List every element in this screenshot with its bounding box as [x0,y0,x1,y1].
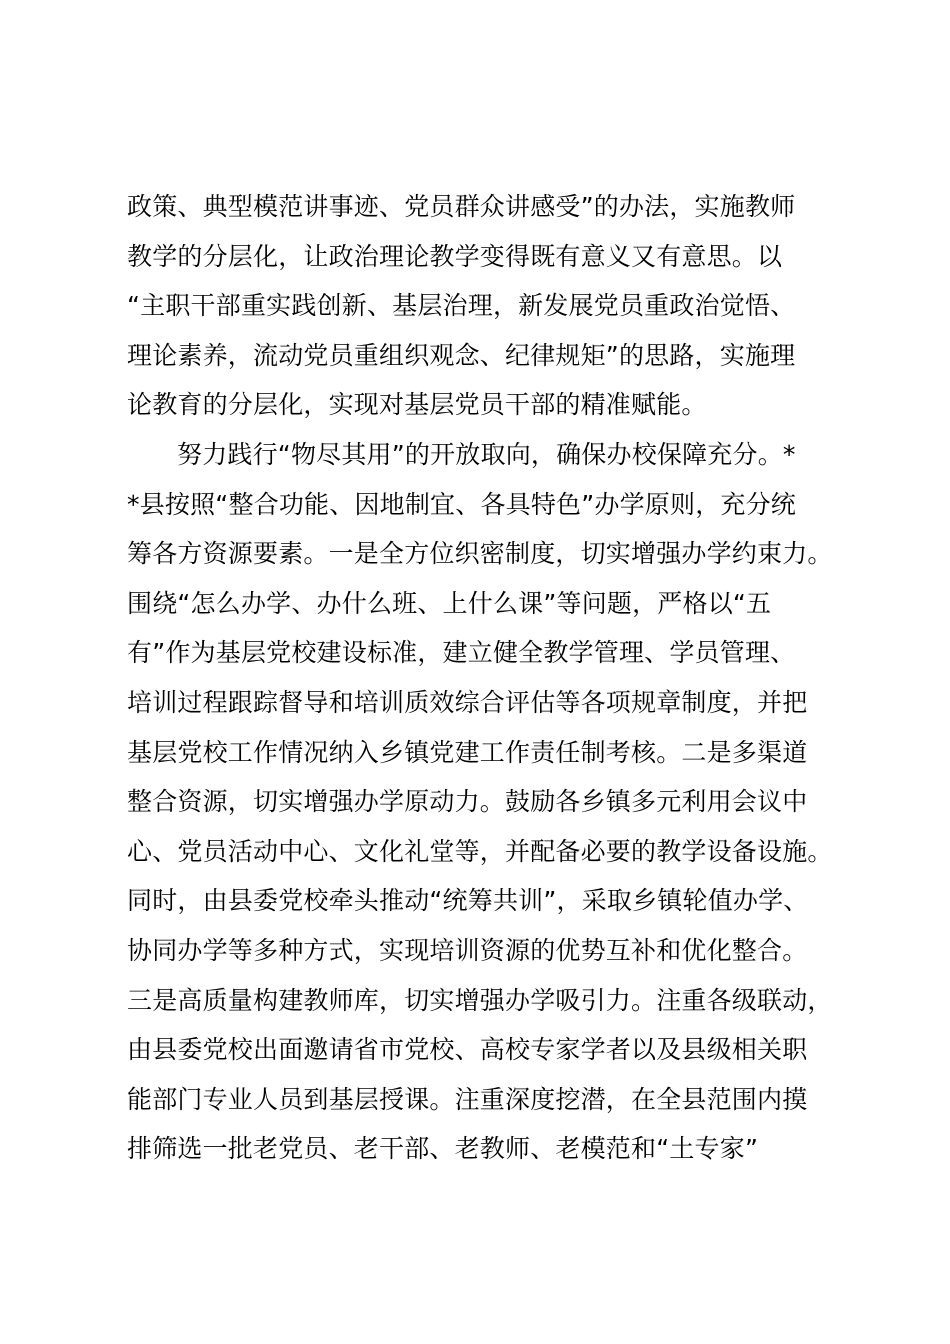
text-line: 三是高质量构建教师库，切实增强办学吸引力。注重各级联动， [127,985,833,1015]
text-line: 有”作为基层党校建设标准，建立健全教学管理、学员管理、 [127,638,796,668]
text-line: 培训过程跟踪督导和培训质效综合评估等各项规章制度，并把 [127,687,808,717]
text-line: 论教育的分层化，实现对基层党员干部的精准赋能。 [127,390,707,420]
text-line: 排筛选一批老党员、老干部、老教师、老模范和“土专家” [127,1134,759,1164]
text-line: 筹各方资源要素。一是全方位织密制度，切实增强办学约束力。 [127,539,833,569]
text-line: 基层党校工作情况纳入乡镇党建工作责任制考核。二是多渠道 [127,737,808,767]
body-text [127,182,847,1174]
text-line: 教学的分层化，让政治理论教学变得既有意义又有意思。以 [127,241,783,271]
text-line: 整合资源，切实增强办学原动力。鼓励各乡镇多元利用会议中 [127,787,808,817]
text-line: 政策、典型模范讲事迹、党员群众讲感受”的办法，实施教师 [127,192,796,221]
text-line: “主职干部重实践创新、基层治理，新发展党员重政治觉悟、 [127,291,796,321]
text-line: 围绕“怎么办学、办什么班、上什么课”等问题，严格以“五 [127,588,772,618]
text-line: 心、党员活动中心、文化礼堂等，并配备必要的教学设备设施。 [127,836,833,866]
text-line: 能部门专业人员到基层授课。注重深度挖潜，在全县范围内摸 [127,1084,808,1114]
text-line: 协同办学等多种方式，实现培训资源的优势互补和优化整合。 [127,935,808,965]
text-line: 理论素养，流动党员重组织观念、纪律规矩”的思路，实施理 [127,340,796,370]
text-line: 同时，由县委党校牵头推动“统筹共训”，采取乡镇轮值办学、 [127,886,809,916]
text-line: *县按照“整合功能、因地制宜、各具特色”办学原则，充分统 [127,489,797,519]
paragraph-first-line: 努力践行“物尽其用”的开放取向，确保办校保障充分。* [177,439,796,469]
text-line: 由县委党校出面邀请省市党校、高校专家学者以及县级相关职 [127,1035,808,1065]
